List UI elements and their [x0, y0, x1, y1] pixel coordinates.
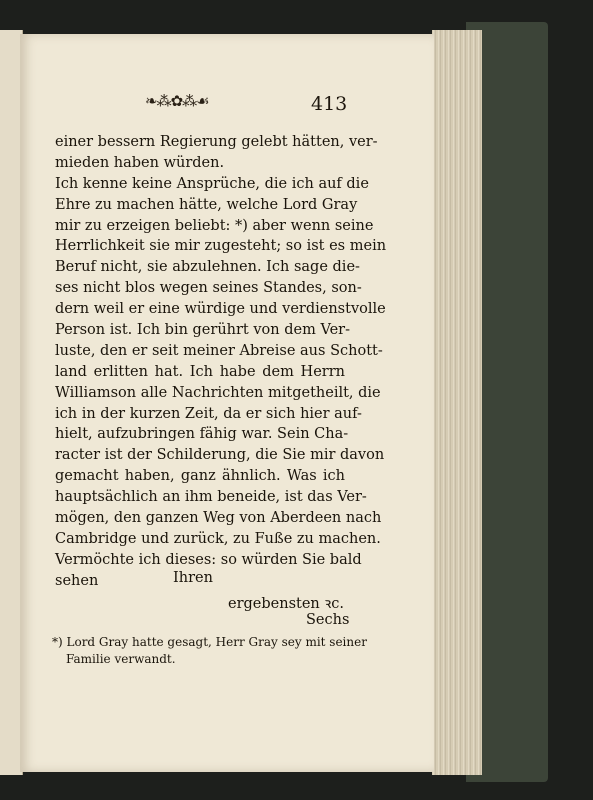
text-line: ich in der kurzen Zeit, da er sich hier auf- [55, 405, 362, 422]
text-line: dern weil er eine würdige und verdienstvolle [55, 301, 386, 318]
text-line: racter ist der Schilderung, die Sie mir davon [55, 447, 385, 464]
text-line: luste, den er seit meiner Abreise aus Schott- [55, 342, 383, 359]
catchword: Sechs [306, 612, 350, 628]
text-line: Vermöchte ich dieses: so würden Sie bald [55, 551, 362, 568]
text-line: mieden haben würden. [55, 154, 225, 171]
text-line: Person ist. Ich bin gerührt von dem Ver- [55, 322, 351, 339]
text-line: mir zu erzeigen beliebt: *) aber wenn seine [55, 217, 374, 234]
page-edges [432, 30, 482, 775]
text-line: einer bessern Regierung gelebt hätten, ver- [55, 134, 378, 150]
page-number: 413 [311, 93, 348, 115]
text-line: Cambridge und zurück, zu Fuße zu machen. [55, 530, 381, 547]
closing-signature: ergebensten ꝛc. [228, 596, 344, 612]
text-line: Williamson alle Nachrichten mitgetheilt, die [55, 384, 381, 401]
closing-salutation: Ihren [173, 570, 213, 586]
text-line: ses nicht blos wegen seines Standes, son- [55, 280, 362, 297]
text-line: hielt, aufzubringen fähig war. Sein Cha- [55, 426, 349, 443]
text-line: Beruf nicht, sie abzulehnen. Ich sage die- [55, 259, 360, 276]
text-line: Herrlichkeit sie mir zugesteht; so ist es mein [55, 238, 387, 255]
text-line: mögen, den ganzen Weg von Aberdeen nach [55, 510, 382, 527]
text-line: Ehre zu machen hätte, welche Lord Gray [55, 196, 358, 213]
footnote [52, 634, 367, 668]
footnote-line: *) Lord Gray hatte gesagt, Herr Gray sey mit seiner [52, 635, 367, 649]
header-ornament: ❧⁂✿⁂☙ [145, 92, 209, 110]
text-line: Ich kenne keine Ansprüche, die ich auf die [55, 175, 369, 192]
text-line: sehen [55, 572, 99, 589]
body-text [55, 132, 387, 592]
text-line: hauptsächlich an ihm beneide, ist das Ver- [55, 489, 367, 506]
text-line: gemacht haben, ganz ähnlich. Was ich [55, 468, 345, 485]
footnote-line: Familie verwandt. [66, 652, 176, 666]
text-line: land erlitten hat. Ich habe dem Herrn [55, 363, 345, 380]
